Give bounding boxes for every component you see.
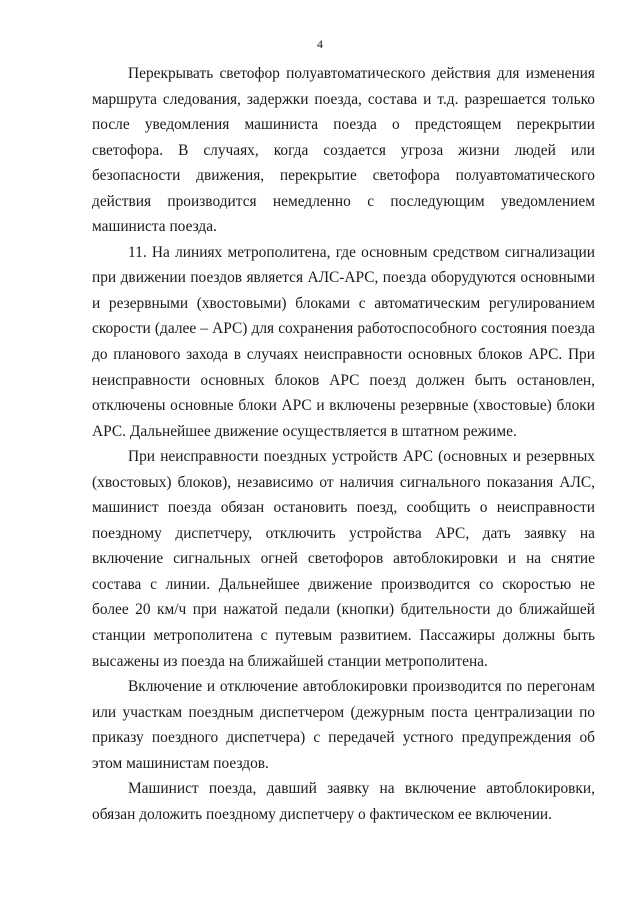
document-body	[92, 61, 595, 827]
page-number: 4	[317, 37, 323, 51]
paragraph-signal-override: Перекрывать светофор полуавтоматического действия для изменения маршрута следования, задержки поезда, состава и т.д. разрешается только после уведомления машиниста поезда о предстоящем перекрытии светофора. В случаях, когда создается угроза жизни людей или безопасности движения, перекрытие светофора полуавтоматического действия производится немедленно с последующим уведомлением машиниста поезда.	[92, 65, 595, 236]
paragraph-11-als-ars: 11. На линиях метрополитена, где основным средством сигнализации при движении поездов является АЛС-АРС, поезда оборудуются основными и резервными (хвостовыми) блоками с автоматическим регулированием скорости (далее – АРС) для сохранения работоспособного состояния поезда до планового захода в случаях неисправности основных блоков АРС. При неисправности основных блоков АРС поезд должен быть остановлен, отключены основные блоки АРС и включены резервные (хвостовые) блоки АРС. Дальнейшее движение осуществляется в штатном режиме.	[92, 243, 595, 440]
paragraph-driver-report: Машинист поезда, давший заявку на включение автоблокировки, обязан доложить поездному диспетчеру о фактическом ее включении.	[92, 780, 595, 823]
paragraph-ars-failure: При неисправности поездных устройств АРС (основных и резервных (хвостовых) блоков), независимо от наличия сигнального показания АЛС, машинист поезда обязан остановить поезд, сообщить о неисправности поездному диспетчеру, отключить устройства АРС, дать заявку на включение сигнальных огней светофоров автоблокировки и на снятие состава с линии. Дальнейшее движение производится со скоростью не более 20 км/ч при нажатой педали (кнопки) бдительности до ближайшей станции метрополитена с путевым развитием. Пассажиры должны быть высажены из поезда на ближайшей станции метрополитена.	[92, 448, 595, 670]
paragraph-autoblock-switching: Включение и отключение автоблокировки производится по перегонам или участкам поездным диспетчером (дежурным поста централизации по приказу поездного диспетчера) с передачей устного предупреждения об этом машинистам поездов.	[92, 678, 595, 772]
